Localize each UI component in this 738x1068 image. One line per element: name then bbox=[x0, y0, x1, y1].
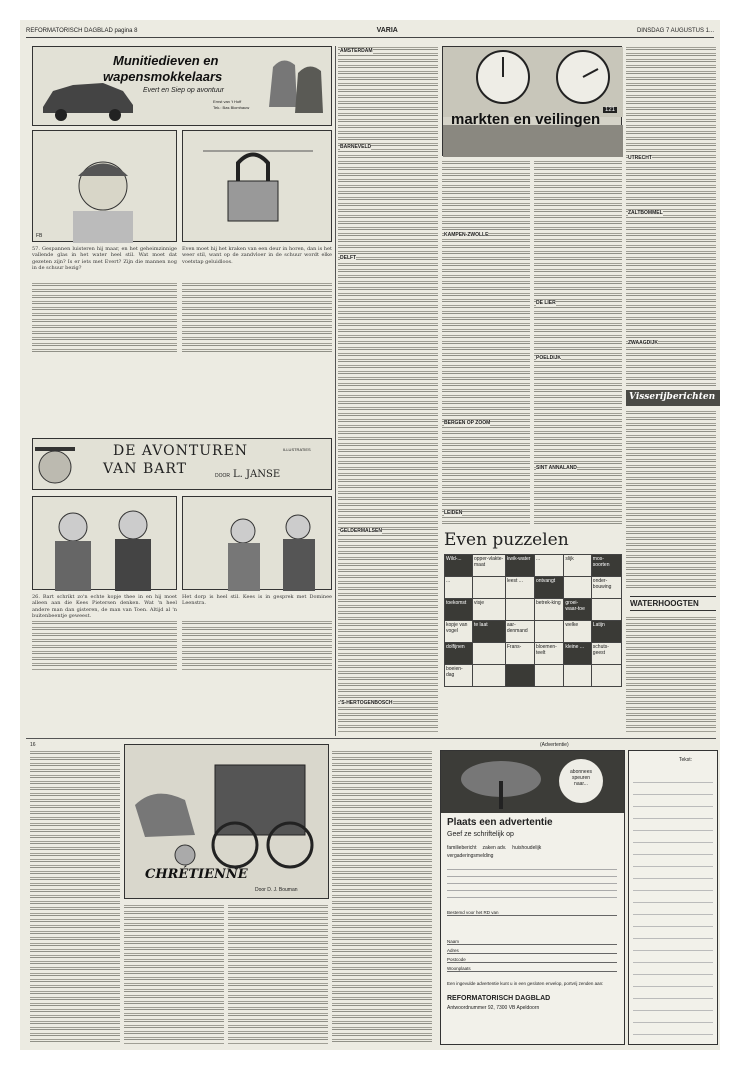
room-drawing bbox=[183, 497, 332, 591]
header-date: DINSDAG 7 AUGUSTUS 1... bbox=[636, 27, 714, 34]
comic1-credit1: Ernst van 't Hoff bbox=[213, 99, 242, 104]
comic1-panel-number: FB bbox=[36, 233, 43, 239]
comic2-text-col2 bbox=[182, 620, 332, 670]
puzzle-cell[interactable] bbox=[564, 665, 591, 687]
comic2-text-col1 bbox=[32, 620, 177, 670]
padlock-drawing bbox=[183, 131, 332, 243]
ad-tekst-lines bbox=[633, 771, 713, 1038]
comic2-title-line2: VAN BART bbox=[103, 461, 188, 477]
comic1-panel-lock bbox=[182, 130, 332, 242]
market-section-zwaagdijk: ZWAAGDIJK bbox=[628, 340, 658, 346]
right-market-column bbox=[626, 46, 716, 386]
market-section-kampen: KAMPEN-ZWOLLE bbox=[444, 232, 489, 238]
puzzle-cell: kleine ... bbox=[564, 643, 591, 665]
ad-subheadline: Geef ze schriftelijk op bbox=[447, 831, 514, 838]
puzzle-cell: te laat bbox=[473, 621, 506, 643]
market-section-bergen-op-zoom: BERGEN OP ZOOM bbox=[444, 420, 491, 426]
ad-option-zaken[interactable]: zaken adv. bbox=[482, 845, 507, 851]
comic1-title-panel bbox=[32, 46, 332, 126]
header-left: REFORMATORISCH DAGBLAD pagina 8 bbox=[26, 27, 138, 34]
chretienne-col3 bbox=[228, 904, 328, 1045]
water-column bbox=[626, 616, 716, 732]
ad-address: Antwoordnummer 92, 7300 VB Apeldoorn bbox=[447, 1005, 540, 1011]
comic2-illustrator-label: ILLUSTRATIES bbox=[283, 447, 311, 452]
puzzle-cell[interactable]: welke bbox=[564, 621, 591, 643]
puzzle-cell[interactable]: leest ... bbox=[505, 577, 534, 599]
ad-text-lines bbox=[447, 863, 617, 903]
ad-field-bestemd[interactable]: Bestemd voor het RD van bbox=[447, 907, 617, 916]
comic1-text-col2 bbox=[182, 282, 332, 352]
ad-option-familie[interactable]: familiebericht bbox=[447, 845, 477, 851]
puzzle-cell: kwik-water bbox=[505, 555, 534, 577]
ad-option-vergadering[interactable]: vergaderingsmelding bbox=[447, 853, 494, 859]
puzzle-cell[interactable] bbox=[473, 665, 506, 687]
chretienne-title: CHRÉTIENNE bbox=[145, 867, 248, 882]
chretienne-col2 bbox=[124, 904, 224, 1045]
market-section-utrecht: UTRECHT bbox=[628, 155, 652, 161]
puzzle-cell[interactable]: betrek-king bbox=[534, 599, 563, 621]
newspaper-page bbox=[20, 20, 720, 1050]
puzzle-cell[interactable]: ... bbox=[445, 577, 473, 599]
header-section: VARIA bbox=[376, 27, 398, 34]
market-section-poeldijk: POELDIJK bbox=[536, 355, 562, 361]
puzzle-cell: Latijn bbox=[591, 621, 621, 643]
comic2-author-label: DOOR bbox=[215, 473, 230, 479]
ad-field-naam[interactable]: Naam bbox=[447, 936, 617, 945]
puzzle-cell[interactable]: onder-bouwing bbox=[591, 577, 621, 599]
chretienne-col4 bbox=[332, 750, 432, 1045]
boy-drawing bbox=[33, 131, 178, 243]
chretienne-illustration bbox=[124, 744, 329, 899]
comic2-panel-left bbox=[32, 496, 177, 590]
puzzle-cell[interactable] bbox=[505, 599, 534, 621]
puzzle-cell[interactable]: kopje van vogel bbox=[445, 621, 473, 643]
puzzle-cell bbox=[505, 665, 534, 687]
ad-field-adres[interactable]: Adres bbox=[447, 945, 617, 954]
market-section-zaltbommel: ZALTBOMMEL bbox=[628, 210, 663, 216]
waterhoogten-heading: WATERHOOGTEN bbox=[630, 596, 716, 611]
comic1-title-line2: wapensmokkelaars bbox=[103, 69, 223, 84]
puzzle-cell[interactable]: schuts-geest bbox=[591, 643, 621, 665]
puzzle-title: Even puzzelen bbox=[444, 530, 569, 550]
ad-options bbox=[447, 845, 541, 851]
comic1-caption: 57. Gespannen luisteren hij maar, en het geheimzinnige vallende glas in het water heel stil. Wat moet dat gezeten zijn? Is er iets met Evert? Zijn die mannen nog in de schuur bezig? bbox=[32, 246, 177, 271]
tree-badge-drawing bbox=[441, 751, 624, 813]
comic1-title-line1: Munitiedieven en bbox=[113, 53, 219, 68]
visserij-column bbox=[626, 410, 716, 590]
puzzle-cell[interactable]: bloemen-teelt bbox=[534, 643, 563, 665]
comic1-subtitle: Evert en Siep op avontuur bbox=[143, 87, 224, 94]
ad-form bbox=[447, 907, 617, 972]
comic1-credit2: Tek.: Bas Blomhauw bbox=[213, 105, 250, 110]
puzzle-cell[interactable]: ... bbox=[534, 555, 563, 577]
puzzle-cell: ontvangt bbox=[534, 577, 563, 599]
puzzle-cell[interactable]: boeien-dag bbox=[445, 665, 473, 687]
market-column-2 bbox=[442, 160, 530, 525]
chretienne-number: 16 bbox=[30, 742, 36, 748]
markets-title: markten en veilingen bbox=[451, 111, 601, 128]
section-rule bbox=[26, 738, 716, 739]
puzzle-cell[interactable]: slijk bbox=[564, 555, 591, 577]
ad-tekst-box[interactable] bbox=[628, 750, 718, 1045]
puzzle-cell[interactable]: Frans- bbox=[505, 643, 534, 665]
ad-badge: abonnees speuren naar... bbox=[570, 769, 592, 787]
ad-label: (Advertentie) bbox=[540, 742, 569, 748]
markets-clock-label: 121 bbox=[605, 107, 616, 113]
puzzle-cell[interactable] bbox=[473, 577, 506, 599]
puzzle-cell: Wild-... bbox=[445, 555, 473, 577]
comic2-author: L. JANSE bbox=[233, 469, 281, 480]
market-section-de-lier: DE LIER bbox=[536, 300, 556, 306]
ad-field-woonplaats[interactable]: Woonplaats bbox=[447, 963, 617, 972]
comic2-title-line1: DE AVONTUREN bbox=[113, 443, 249, 459]
puzzle-cell[interactable] bbox=[591, 665, 621, 687]
comic-munitiedieven bbox=[32, 46, 332, 276]
chretienne-credit: Door D. J. Bouman bbox=[255, 887, 298, 893]
ad-publisher: REFORMATORISCH DAGBLAD bbox=[447, 995, 551, 1002]
ad-option-huishoudelijk[interactable]: huishoudelijk bbox=[512, 845, 542, 851]
puzzle-cell[interactable] bbox=[473, 643, 506, 665]
puzzle-cell[interactable]: opper-vlakte-maat bbox=[473, 555, 506, 577]
comic2-title-panel bbox=[32, 438, 332, 490]
puzzle-cell[interactable] bbox=[534, 665, 563, 687]
advertentie-box bbox=[440, 750, 625, 1045]
chretienne-col1 bbox=[30, 750, 120, 1045]
comic2-panel-right bbox=[182, 496, 332, 590]
puzzle-cell[interactable] bbox=[564, 577, 591, 599]
ad-tekst-label: Tekst: bbox=[679, 757, 693, 763]
comic2-caption2: Het dorp is heel stil. Kees is in gesprek met Dominee Leenstra. bbox=[182, 594, 332, 607]
puzzle-cell: toekomst bbox=[445, 599, 473, 621]
puzzle-cell: groei-waar-toe bbox=[564, 599, 591, 621]
puzzle-grid bbox=[444, 554, 622, 687]
comic1-caption2: Even moet hij het kraken van een deur in horen, dan is het weer stil, want op de zandvloer in de schuur wordt elke voetstap geluidloos. bbox=[182, 246, 332, 265]
clocks-drawing bbox=[443, 47, 623, 157]
ad-field-postcode[interactable]: Postcode bbox=[447, 954, 617, 963]
comic-avonturen-bart bbox=[32, 438, 332, 618]
comic1-panel-boy bbox=[32, 130, 177, 242]
market-section-hertogenbosch: 'S-HERTOGENBOSCH bbox=[340, 700, 393, 706]
puzzle-cell: mos-soorten bbox=[591, 555, 621, 577]
comic2-caption: 26. Bart schrikt zo'n echte kopje thee in en hij moet alleen aan die Kees Pietersen denken. Wat 'n heel andere man dan gisteren, de man van Toen. Altijd al 'n buitenbeentje geweest. bbox=[32, 594, 177, 618]
comic1-text-col1 bbox=[32, 282, 177, 352]
market-section-geldermalsen: GELDERMALSEN bbox=[340, 528, 382, 534]
page-header bbox=[26, 24, 714, 38]
market-section-amsterdam: AMSTERDAM bbox=[340, 48, 373, 54]
visserij-heading: Visserijberichten bbox=[626, 390, 720, 406]
men-talking-drawing bbox=[33, 497, 178, 591]
puzzle-cell: dolfijnen bbox=[445, 643, 473, 665]
puzzle-cell[interactable]: aar-denmand bbox=[505, 621, 534, 643]
ad-footer: Een ingevulde advertentie kunt u in een gesloten envelop, portvrij zenden aan: bbox=[447, 981, 604, 986]
puzzle-cell[interactable] bbox=[534, 621, 563, 643]
market-section-barneveld: BARNEVELD bbox=[340, 144, 372, 150]
market-section-sint-annaland: SINT ANNALAND bbox=[536, 465, 577, 471]
column-rule bbox=[335, 46, 336, 736]
market-section-delft: DELFT bbox=[340, 255, 357, 261]
puzzle-cell[interactable] bbox=[591, 599, 621, 621]
markets-banner bbox=[442, 46, 622, 156]
puzzle-cell[interactable]: visje bbox=[473, 599, 506, 621]
market-section-leiden: LEIDEN bbox=[444, 510, 463, 516]
ad-headline: Plaats een advertentie bbox=[447, 817, 553, 828]
